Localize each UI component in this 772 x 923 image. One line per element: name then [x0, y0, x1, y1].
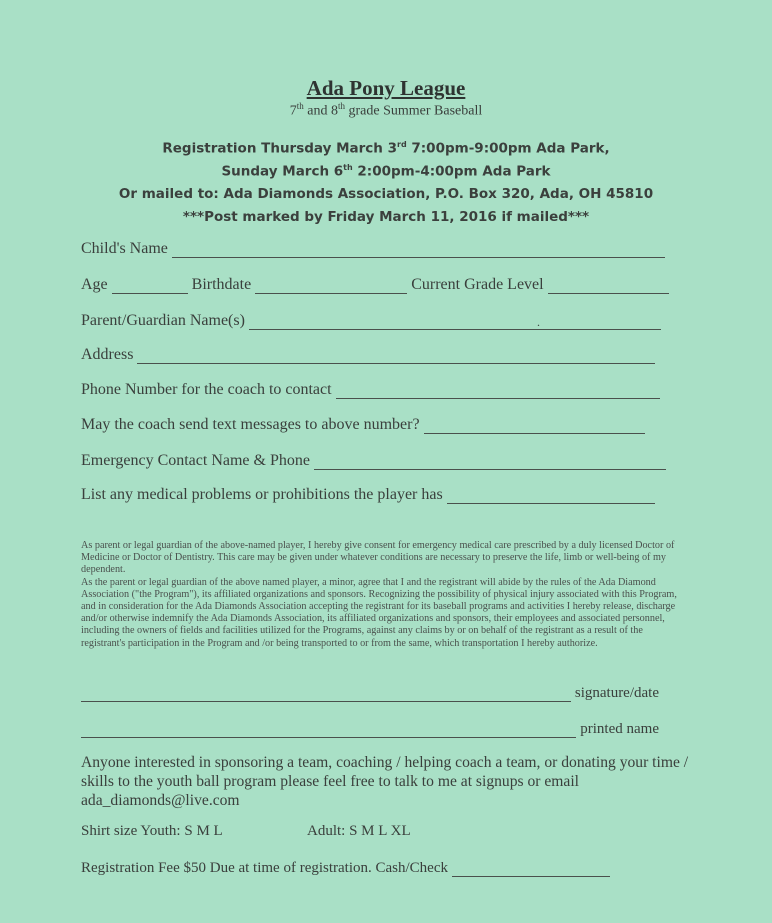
- parent-line-mark: .: [536, 315, 540, 329]
- legal-consent-text: [81, 540, 677, 650]
- reg-thursday-time: 7:00pm-9:00pm Ada Park,: [411, 140, 610, 157]
- reg-thursday: Registration Thursday March 3: [162, 140, 398, 157]
- grade-8: 8: [330, 103, 338, 119]
- phone-label: Phone Number for the coach to contact: [81, 381, 332, 398]
- shirt-size-adult: Adult: S M L XL: [307, 823, 411, 839]
- subtitle-rest: grade Summer Baseball: [348, 103, 483, 119]
- birthdate-label: Birthdate: [191, 276, 252, 293]
- child-name-row: [81, 236, 669, 258]
- medical-consent-paragraph: As parent or legal guardian of the above-named player, I hereby give consent for emergency medical care prescribed by a duly licensed Doctor of Medicine or Doctor of Dentistry. This care may be given under whatever conditions are necessary to preserve the life, limb or well-being of my dependent.: [81, 540, 675, 576]
- emergency-row: [81, 448, 670, 470]
- registration-fee-row: [81, 857, 614, 877]
- phone-row: [81, 377, 664, 399]
- age-input-line[interactable]: [112, 277, 188, 294]
- registration-postmark: ***Post marked by Friday March 11, 2016 if mailed***: [182, 209, 590, 225]
- liability-release-paragraph: As the parent or legal guardian of the above named player, a minor, agree that I and the registrant will abide by the rules of the Ada Diamond Association ("the Program"), its affiliated organizations and sponsors. Recognizing the possibility of physical injury associated with this Program, and in consideration for the Ada Diamonds Association accepting the registrant for its baseball programs and activities I hereby release, discharge and/or otherwise indemnify the Ada Diamonds Association, its affiliated organizations and sponsors, their employees and associated personnel, including the owners of fields and facilities utilized for the Programs, against any claims by or on behalf of the registrant as a result of the registrant's participation in the Program and /or being transported to or from the same, which transportation I hereby authorize.: [81, 576, 677, 649]
- medical-row: [81, 482, 659, 504]
- payment-input-line[interactable]: [452, 860, 610, 877]
- registration-line-1: [0, 140, 772, 157]
- printed-name-input-line[interactable]: [81, 721, 576, 738]
- phone-input-line[interactable]: [336, 382, 660, 399]
- text-messages-row: [81, 412, 649, 434]
- child-name-label: Child's Name: [81, 240, 168, 257]
- page-title: Ada Pony League: [306, 76, 466, 100]
- reg-sunday-time: 2:00pm-4:00pm Ada Park: [357, 163, 551, 180]
- signature-label: signature/date: [574, 685, 659, 701]
- reg-sunday-suffix: th: [343, 163, 353, 172]
- grade-level-label: Current Grade Level: [411, 276, 544, 293]
- medical-label: List any medical problems or prohibitions the player has: [81, 486, 443, 503]
- medical-input-line[interactable]: [447, 487, 655, 504]
- reg-sunday: Sunday March 6: [221, 163, 344, 180]
- sponsor-note: [81, 753, 693, 810]
- emergency-input-line[interactable]: [314, 453, 666, 470]
- birthdate-input-line[interactable]: [255, 277, 407, 294]
- grade-8-suffix: th: [337, 101, 345, 111]
- child-name-input-line[interactable]: [172, 241, 665, 258]
- registration-mail-address: Or mailed to: Ada Diamonds Association, P.O. Box 320, Ada, OH 45810: [118, 186, 654, 202]
- address-label: Address: [81, 346, 134, 363]
- registration-line-2: [0, 163, 772, 180]
- signature-input-line[interactable]: [81, 685, 571, 702]
- reg-thursday-suffix: rd: [397, 140, 407, 149]
- grade-7: 7: [289, 103, 297, 119]
- parent-row: [81, 308, 665, 330]
- text-messages-label: May the coach send text messages to above number?: [81, 416, 420, 433]
- parent-label: Parent/Guardian Name(s): [81, 312, 245, 329]
- parent-input-line[interactable]: [249, 313, 661, 330]
- age-row: [81, 272, 673, 294]
- grade-level-input-line[interactable]: [548, 277, 669, 294]
- sponsor-text: Anyone interested in sponsoring a team, coaching / helping coach a team, or donating your time / skills to the youth ball program please feel free to talk to me at signups or email ada_diamonds@live.com: [81, 754, 689, 809]
- printed-name-row: [81, 718, 659, 738]
- printed-name-label: printed name: [580, 721, 659, 737]
- age-label: Age: [81, 276, 108, 293]
- registration-fee-label: Registration Fee $50 Due at time of registration. Cash/Check: [81, 860, 449, 876]
- shirt-size-youth: Shirt size Youth: S M L: [81, 823, 223, 839]
- emergency-label: Emergency Contact Name & Phone: [81, 452, 310, 469]
- address-row: [81, 342, 659, 364]
- signature-row: [81, 682, 659, 702]
- grade-7-suffix: th: [296, 101, 304, 111]
- subtitle-and: and: [307, 103, 328, 119]
- text-messages-input-line[interactable]: [424, 417, 645, 434]
- address-input-line[interactable]: [137, 347, 655, 364]
- page-subtitle: [0, 101, 772, 120]
